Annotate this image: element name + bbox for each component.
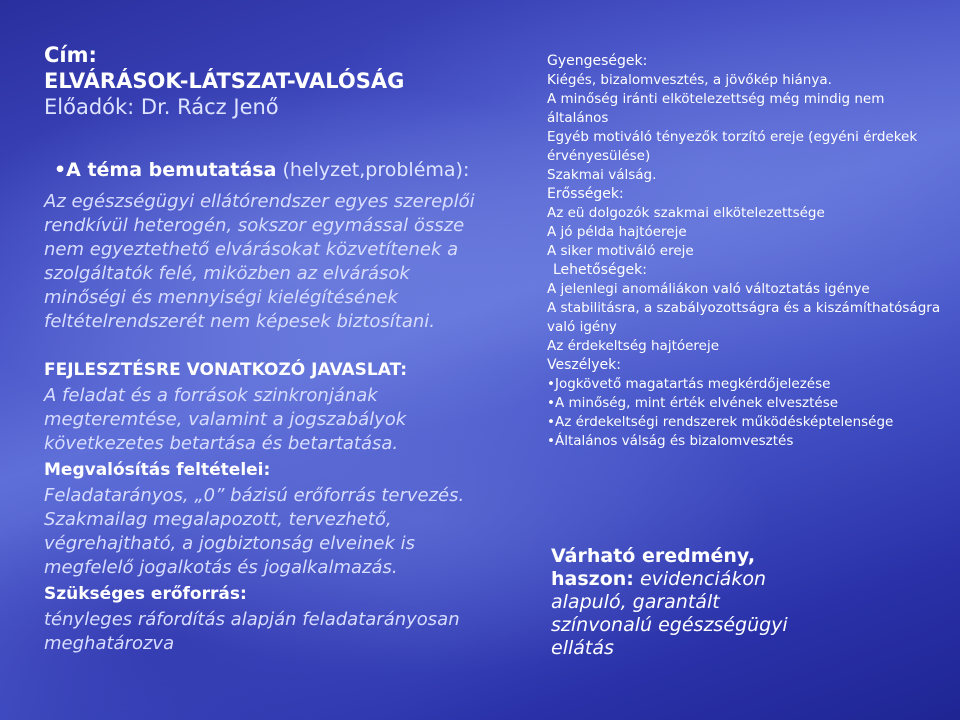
- left-column: [44, 42, 494, 656]
- swot-column: [547, 52, 947, 451]
- strengths-heading: Erősségek:: [547, 186, 624, 202]
- title-label: Cím:: [44, 43, 97, 67]
- weakness-item: A minőség iránti elkötelezettség még mindig nem általános: [547, 91, 885, 126]
- topic-heading-rest: (helyzet,probléma):: [276, 159, 470, 181]
- threat-item: •Jogkövető magatartás megkérdőjelezése: [547, 376, 831, 392]
- opportunity-item: A stabilitásra, a szabályozottságra és a kiszámíthatóságra való igény: [547, 300, 941, 335]
- strength-item: A siker motiváló ereje: [547, 243, 694, 259]
- strength-item: A jó példa hajtóereje: [547, 224, 687, 240]
- conditions-text: Feladatarányos, „0” bázisú erőforrás tervezés. Szakmailag megalapozott, tervezhető, végrehajtható, a jogbiztonság elveinek is megfelelő jogalkotás és jogalkalmazás.: [44, 485, 465, 578]
- proposal-text: A feladat és a források szinkronjának megteremtése, valamint a jogszabályok következetes betartása és betartatása.: [44, 385, 407, 454]
- threats-heading: Veszélyek:: [547, 357, 621, 373]
- threat-item: •Az érdekeltségi rendszerek működésképtelensége: [547, 414, 894, 430]
- expected-result: [551, 545, 791, 660]
- presenters: Előadók: Dr. Rácz Jenő: [44, 95, 279, 119]
- result-text: evidenciákon alapuló, garantált színvonalú egészségügyi ellátás: [551, 568, 788, 659]
- weaknesses-heading: Gyengeségek:: [547, 53, 648, 69]
- opportunities-heading: Lehetőségek:: [553, 262, 647, 278]
- weakness-item: Kiégés, bizalomvesztés, a jövőkép hiánya.: [547, 72, 832, 88]
- strength-item: Az eü dolgozók szakmai elkötelezettsége: [547, 205, 825, 221]
- proposal-heading: FEJLESZTÉSRE VONATKOZÓ JAVASLAT:: [44, 360, 408, 380]
- threat-item: •A minőség, mint érték elvének elvesztése: [547, 395, 839, 411]
- result-heading: Várható eredmény, haszon:: [551, 545, 756, 590]
- weakness-item: Szakmai válság.: [547, 167, 657, 183]
- title-text: ELVÁRÁSOK-LÁTSZAT-VALÓSÁG: [44, 69, 405, 93]
- resources-heading: Szükséges erőforrás:: [44, 584, 247, 604]
- topic-text: Az egészségügyi ellátórendszer egyes szereplői rendkívül heterogén, sokszor egymással össze nem egyeztethető elvárásokat közvetítenek a szolgáltatók felé, miközben az elvárások minőségi és mennyiségi kielégítésének feltételrendszerét nem képesek biztosítani.: [44, 191, 475, 332]
- weakness-item: Egyéb motiváló tényezők torzító ereje (egyéni érdekek érvényesülése): [547, 129, 918, 164]
- topic-heading-bold: •A téma bemutatása: [54, 159, 277, 181]
- opportunity-item: A jelenlegi anomáliákon való változtatás igénye: [547, 281, 870, 297]
- topic-heading: [54, 158, 494, 182]
- opportunity-item: Az érdekeltség hajtóereje: [547, 338, 720, 354]
- threat-item: •Általános válság és bizalomvesztés: [547, 433, 794, 449]
- resources-text: tényleges ráfordítás alapján feladatarányosan meghatározva: [44, 609, 460, 654]
- conditions-heading: Megvalósítás feltételei:: [44, 460, 271, 480]
